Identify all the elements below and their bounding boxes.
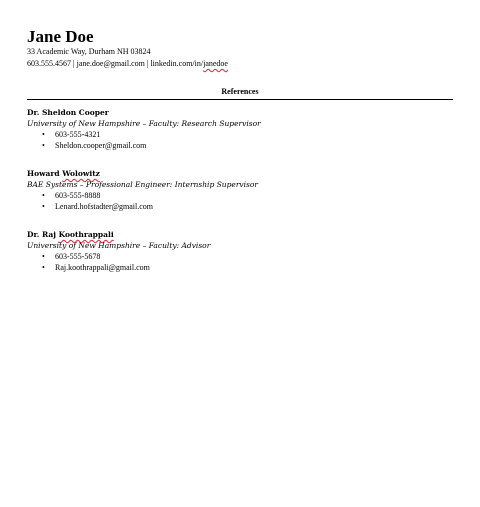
reference-name: Dr. Raj Koothrappali <box>27 230 114 239</box>
reference-email: • Raj.koothrappali@gmail.com <box>42 263 150 272</box>
reference-role: University of New Hampshire – Faculty: Research Supervisor <box>27 119 261 128</box>
bullet-icon: • <box>42 263 45 272</box>
linkedin-handle: janedoe <box>203 59 228 68</box>
reference-phone: • 603-555-8888 <box>42 191 101 200</box>
references-list <box>27 107 453 273</box>
reference-name: Howard Wolowitz <box>27 169 100 178</box>
resume-page <box>27 28 453 273</box>
address-line: 33 Academic Way, Durham NH 03824 <box>27 47 151 56</box>
reference-email: • Lenard.hofstadter@gmail.com <box>42 202 153 211</box>
contact-line <box>27 58 453 69</box>
reference-contact-list <box>27 129 453 151</box>
bullet-icon: • <box>42 202 45 211</box>
reference-email: • Sheldon.cooper@gmail.com <box>42 141 147 150</box>
reference-entry <box>27 107 453 151</box>
reference-role: University of New Hampshire – Faculty: Advisor <box>27 241 211 250</box>
reference-entry <box>27 229 453 273</box>
reference-contact-list <box>27 190 453 212</box>
reference-entry <box>27 168 453 212</box>
bullet-icon: • <box>42 130 45 139</box>
section-heading-references: References <box>27 87 453 100</box>
bullet-icon: • <box>42 252 45 261</box>
contact-details: 603.555.4567 | jane.doe@gmail.com | linkedin.com/in/ <box>27 59 204 68</box>
candidate-name: Jane Doe <box>27 27 94 46</box>
bullet-icon: • <box>42 141 45 150</box>
bullet-icon: • <box>42 191 45 200</box>
reference-name: Dr. Sheldon Cooper <box>27 108 109 117</box>
reference-phone: • 603-555-5678 <box>42 252 101 261</box>
reference-contact-list <box>27 251 453 273</box>
reference-phone: • 603-555-4321 <box>42 130 101 139</box>
reference-role: BAE Systems – Professional Engineer: Internship Supervisor <box>27 180 259 189</box>
